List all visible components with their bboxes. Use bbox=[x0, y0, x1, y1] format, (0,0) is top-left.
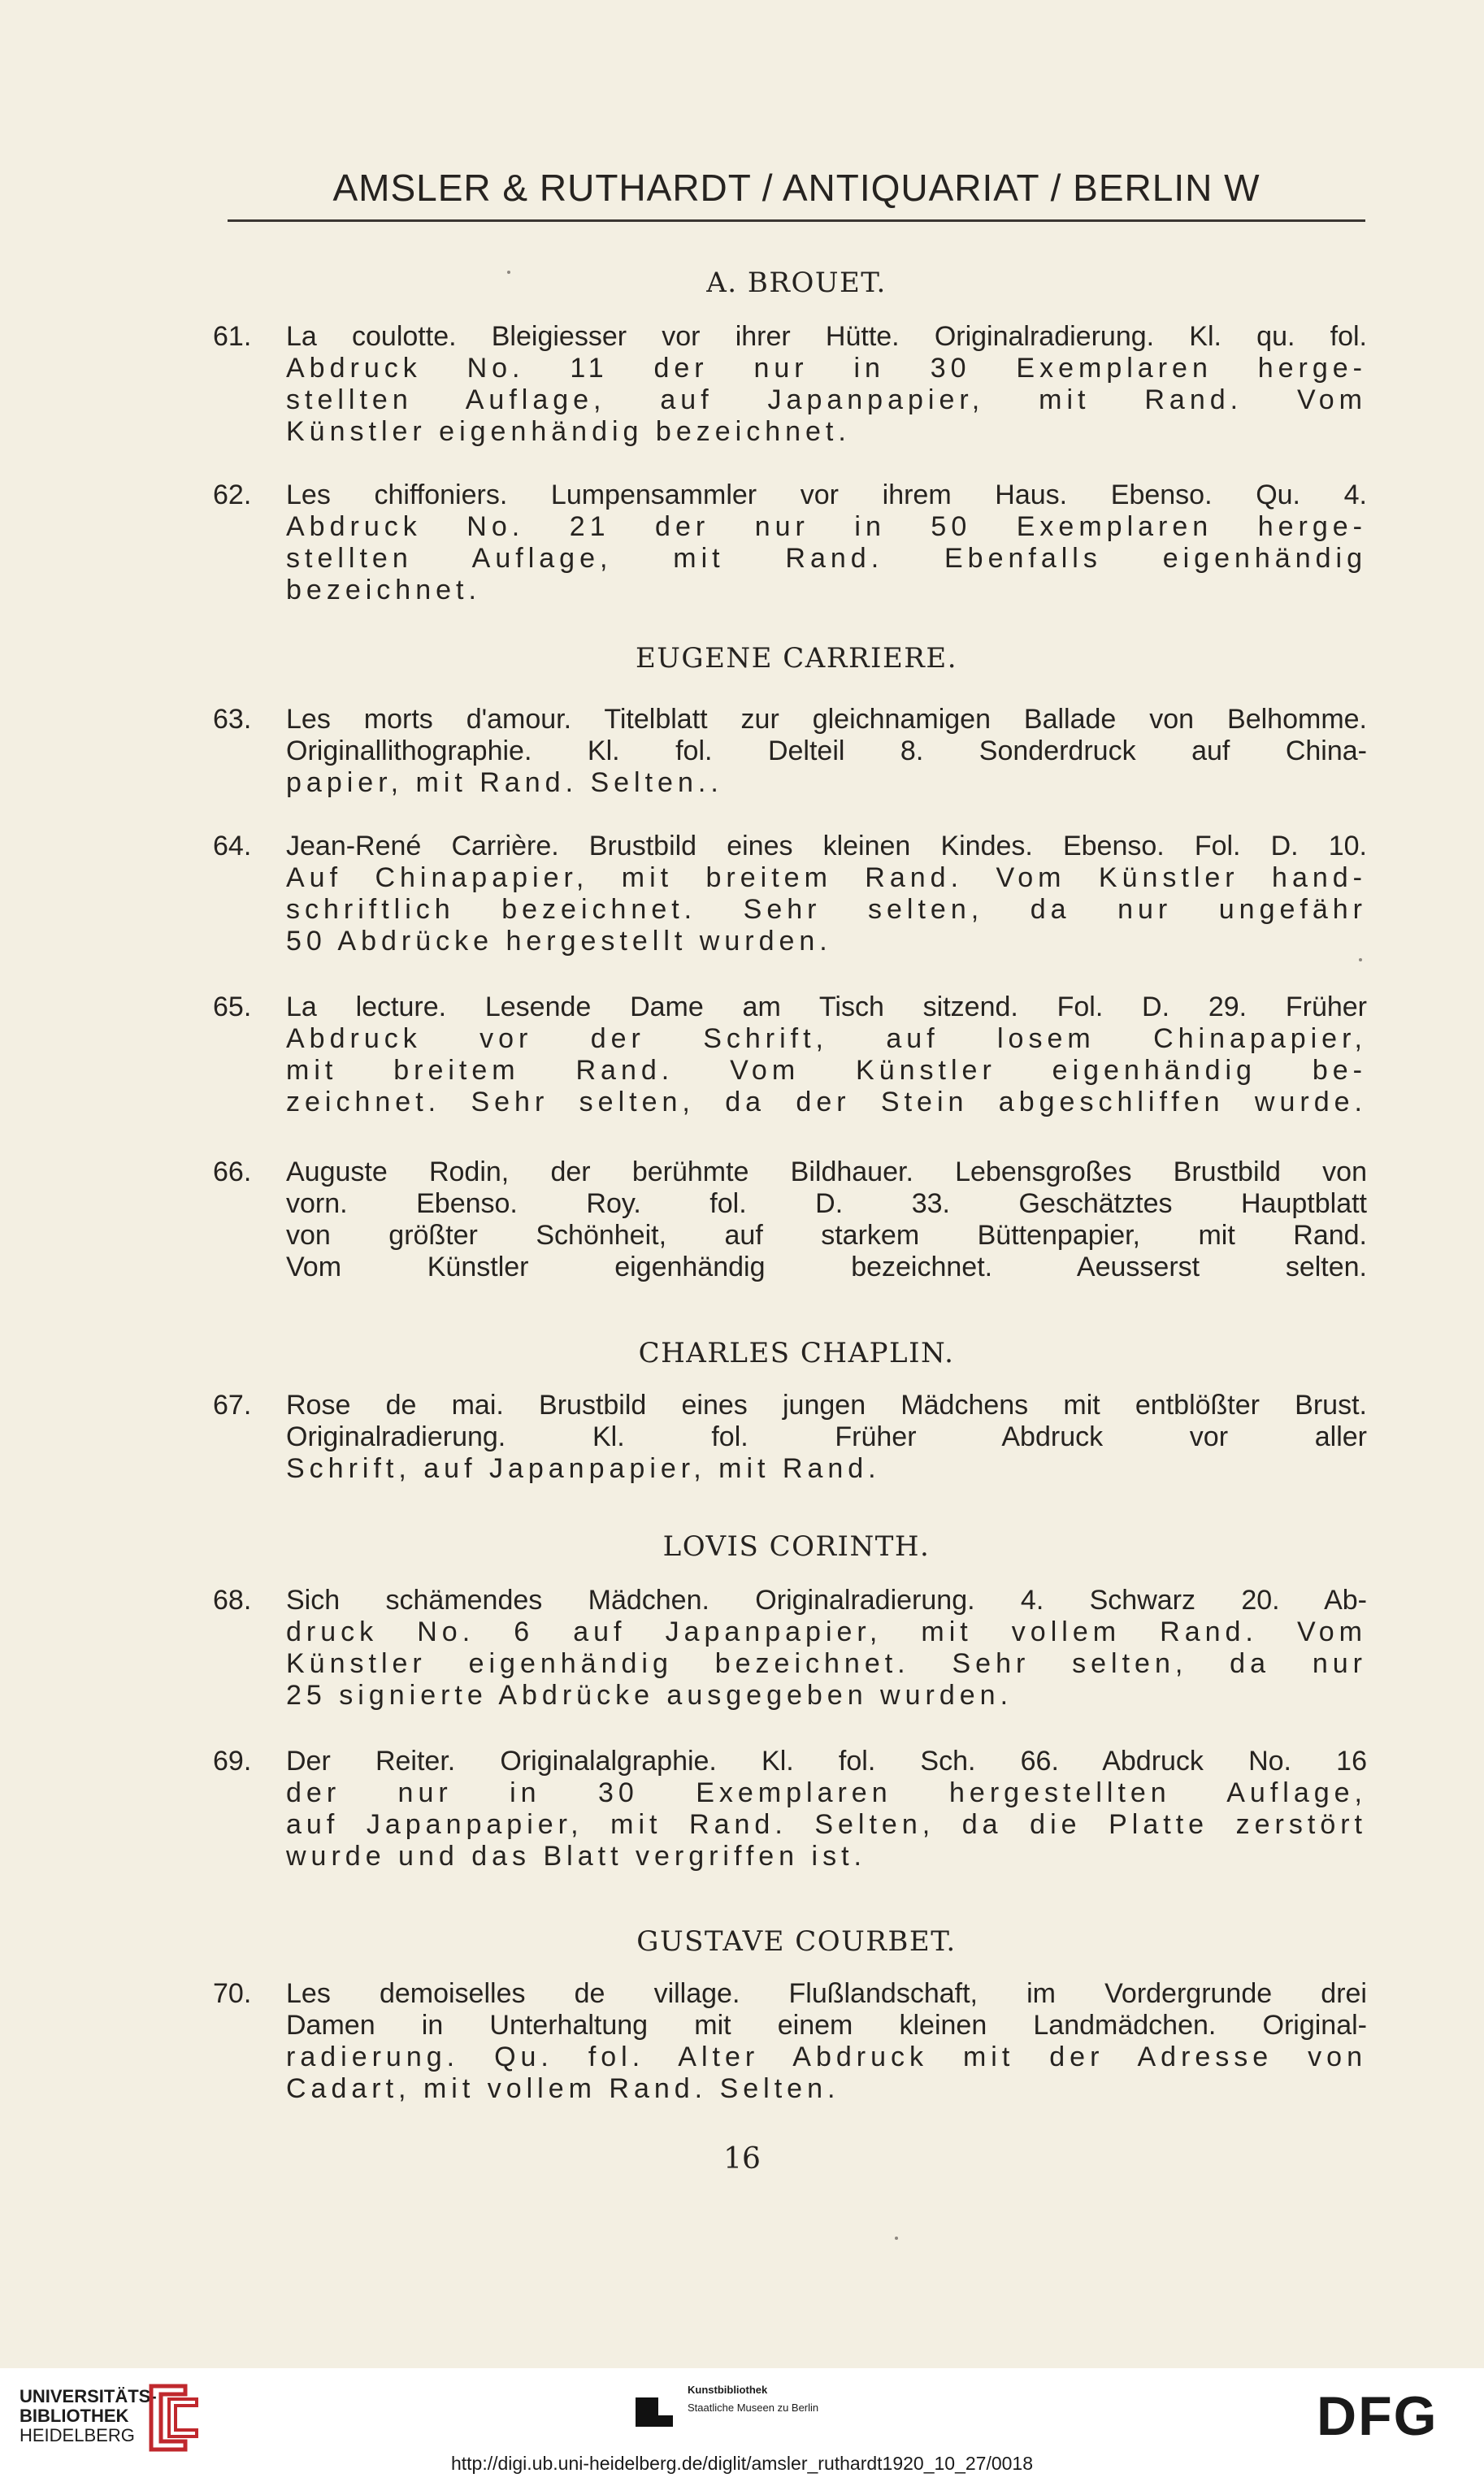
source-url[interactable]: http://digi.ub.uni-heidelberg.de/diglit/amsler_ruthardt1920_10_27/0018 bbox=[450, 2453, 1034, 2474]
kunstbibliothek-icon bbox=[634, 2388, 675, 2428]
entry-line: bezeichnet. bbox=[286, 575, 481, 605]
section-title-chaplin: CHARLES CHAPLIN. bbox=[638, 1337, 955, 1369]
entry-line: Originalradierung. Kl. fol. Früher Abdruck vor aller bbox=[286, 1421, 1367, 1452]
speck bbox=[895, 2237, 898, 2240]
entry-line: druck No. 6 auf Japanpapier, mit vollem Rand. Vom bbox=[286, 1616, 1367, 1647]
entry-line: auf Japanpapier, mit Rand. Selten, da die Platte zerstört bbox=[286, 1809, 1367, 1840]
entry-number: 62. bbox=[213, 479, 252, 510]
section-title-courbet: GUSTAVE COURBET. bbox=[636, 1925, 957, 1958]
entry-number: 70. bbox=[213, 1978, 252, 2009]
entry-line: vorn. Ebenso. Roy. fol. D. 33. Geschätztes Hauptblatt bbox=[286, 1188, 1367, 1219]
kunstbibliothek-logo bbox=[634, 2381, 878, 2430]
entry-line: Der Reiter. Originalalgraphie. Kl. fol. Sch. 66. Abdruck No. 16 bbox=[286, 1746, 1367, 1777]
entry-number: 69. bbox=[213, 1746, 252, 1777]
entry-number: 63. bbox=[213, 704, 252, 735]
entry-line: stellten Auflage, mit Rand. Ebenfalls eigenhändig bbox=[286, 543, 1367, 574]
header-rule bbox=[228, 219, 1365, 222]
section-title-carriere: EUGENE CARRIERE. bbox=[635, 642, 958, 675]
library-logo-text bbox=[20, 2387, 157, 2445]
entry-line: schriftlich bezeichnet. Sehr selten, da nur ungefähr bbox=[286, 894, 1367, 925]
speck bbox=[1359, 958, 1362, 961]
entry-line: Schrift, auf Japanpapier, mit Rand. bbox=[286, 1453, 881, 1484]
entry-line: wurde und das Blatt vergriffen ist. bbox=[286, 1841, 866, 1872]
entry-line: Abdruck No. 11 der nur in 30 Exemplaren herge- bbox=[286, 353, 1367, 384]
entry-line: Abdruck vor der Schrift, auf losem Chinapapier, bbox=[286, 1023, 1367, 1054]
library-logo-icon bbox=[145, 2381, 203, 2454]
entry-line: Abdruck No. 21 der nur in 50 Exemplaren herge- bbox=[286, 511, 1367, 542]
entry-number: 61. bbox=[213, 321, 252, 352]
entry-line: Auf Chinapapier, mit breitem Rand. Vom Künstler hand- bbox=[286, 862, 1367, 893]
kb-line: Staatliche Museen zu Berlin bbox=[688, 2402, 819, 2414]
dfg-logo: DFG bbox=[1317, 2385, 1438, 2447]
entry-line: Les morts d'amour. Titelblatt zur gleichnamigen Ballade von Belhomme. bbox=[286, 704, 1367, 735]
entry-line: mit breitem Rand. Vom Künstler eigenhändig be- bbox=[286, 1055, 1367, 1086]
entry-line: Damen in Unterhaltung mit einem kleinen Landmädchen. Original- bbox=[286, 2010, 1367, 2041]
entry-line: Vom Künstler eigenhändig bezeichnet. Aeusserst selten. bbox=[286, 1252, 1367, 1282]
entry-line: La lecture. Lesende Dame am Tisch sitzend. Fol. D. 29. Früher bbox=[286, 991, 1367, 1022]
entry-line: Cadart, mit vollem Rand. Selten. bbox=[286, 2073, 840, 2104]
entry-line: von größter Schönheit, auf starkem Büttenpapier, mit Rand. bbox=[286, 1220, 1367, 1251]
entry-number: 68. bbox=[213, 1585, 252, 1616]
section-title-corinth: LOVIS CORINTH. bbox=[662, 1530, 931, 1563]
entry-line: der nur in 30 Exemplaren hergestellten Auflage, bbox=[286, 1777, 1367, 1808]
entry-line: Künstler eigenhändig bezeichnet. bbox=[286, 416, 851, 447]
section-title-brouet: A. BROUET. bbox=[706, 267, 887, 299]
entry-line: Sich schämendes Mädchen. Originalradierung. 4. Schwarz 20. Ab- bbox=[286, 1585, 1367, 1616]
entry-line: stellten Auflage, auf Japanpapier, mit Rand. Vom bbox=[286, 384, 1367, 415]
kb-line: Kunstbibliothek bbox=[688, 2384, 768, 2396]
library-line: UNIVERSITÄTS- bbox=[20, 2386, 157, 2406]
entry-number: 66. bbox=[213, 1156, 252, 1187]
entry-line: Rose de mai. Brustbild eines jungen Mädchens mit entblößter Brust. bbox=[286, 1390, 1367, 1421]
page-header: AMSLER & RUTHARDT / ANTIQUARIAT / BERLIN W bbox=[332, 167, 1261, 209]
entry-line: Jean-René Carrière. Brustbild eines kleinen Kindes. Ebenso. Fol. D. 10. bbox=[286, 831, 1367, 861]
page-number: 16 bbox=[723, 2142, 761, 2176]
library-line: BIBLIOTHEK bbox=[20, 2406, 129, 2426]
entry-line: 25 signierte Abdrücke ausgegeben wurden. bbox=[286, 1680, 1013, 1711]
entry-line: papier, mit Rand. Selten.. bbox=[286, 767, 723, 798]
entry-number: 65. bbox=[213, 991, 252, 1022]
library-line: HEIDELBERG bbox=[20, 2425, 135, 2445]
entry-line: zeichnet. Sehr selten, da der Stein abgeschliffen wurde. bbox=[286, 1087, 1367, 1117]
entry-number: 67. bbox=[213, 1390, 252, 1421]
entry-line: La coulotte. Bleigiesser vor ihrer Hütte. Originalradierung. Kl. qu. fol. bbox=[286, 321, 1367, 352]
entry-line: 50 Abdrücke hergestellt wurden. bbox=[286, 926, 832, 957]
entry-line: Auguste Rodin, der berühmte Bildhauer. Lebensgroßes Brustbild von bbox=[286, 1156, 1367, 1187]
entry-line: Originallithographie. Kl. fol. Delteil 8. Sonderdruck auf China- bbox=[286, 735, 1367, 766]
entry-line: radierung. Qu. fol. Alter Abdruck mit der Adresse von bbox=[286, 2042, 1367, 2072]
entry-number: 64. bbox=[213, 831, 252, 861]
entry-line: Les chiffoniers. Lumpensammler vor ihrem Haus. Ebenso. Qu. 4. bbox=[286, 479, 1367, 510]
entry-line: Künstler eigenhändig bezeichnet. Sehr selten, da nur bbox=[286, 1648, 1367, 1679]
entry-line: Les demoiselles de village. Flußlandschaft, im Vordergrunde drei bbox=[286, 1978, 1367, 2009]
